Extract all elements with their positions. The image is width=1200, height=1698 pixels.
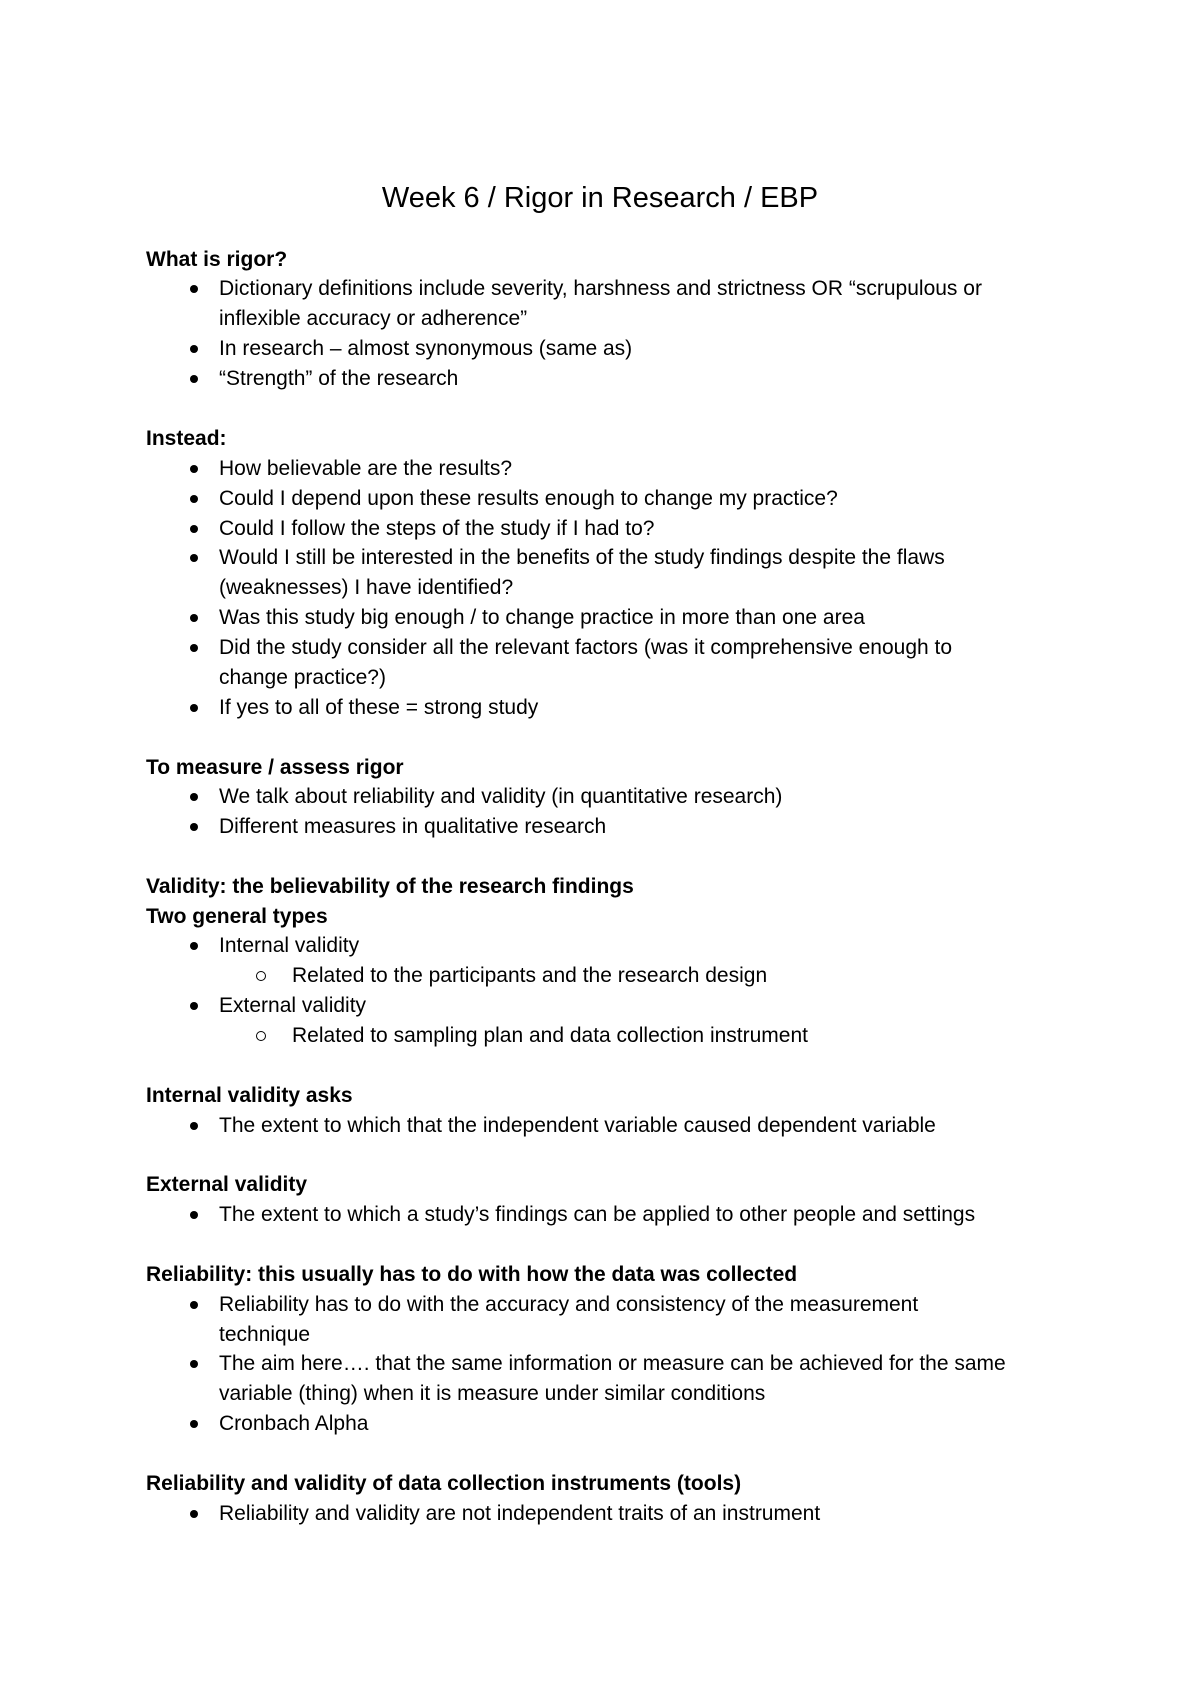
bullet-icon (190, 554, 198, 562)
bullet-icon (190, 465, 198, 473)
bullet-icon (190, 1211, 198, 1219)
bullet-icon (190, 1420, 198, 1428)
section-heading-internal-validity: Internal validity asks (146, 1084, 353, 1107)
section-heading-measure-rigor: To measure / assess rigor (146, 756, 404, 779)
page-title: Week 6 / Rigor in Research / EBP (381, 182, 819, 214)
section-heading-what-is-rigor: What is rigor? (146, 248, 288, 271)
bullet-icon (190, 1301, 198, 1309)
section-heading-instruments: Reliability and validity of data collection instruments (tools) (146, 1472, 742, 1495)
bullet-icon (190, 285, 198, 293)
circle-bullet-icon (256, 1031, 266, 1041)
list-item-continuation: inflexible accuracy or adherence” (219, 307, 528, 330)
circle-bullet-icon (256, 971, 266, 981)
bullet-icon (190, 614, 198, 622)
section-heading-validity: Validity: the believability of the research findings (146, 875, 634, 898)
bullet-icon (190, 495, 198, 503)
list-item-continuation: (weaknesses) I have identified? (219, 576, 514, 599)
bullet-icon (190, 704, 198, 712)
list-item-continuation: change practice?) (219, 666, 386, 689)
list-item-continuation: technique (219, 1323, 311, 1346)
bullet-icon (190, 823, 198, 831)
bullet-icon (190, 525, 198, 533)
section-heading-external-validity: External validity (146, 1173, 308, 1196)
section-heading-instead: Instead: (146, 427, 227, 450)
bullet-icon (190, 1510, 198, 1518)
section-subheading-two-types: Two general types (146, 905, 328, 928)
bullet-icon (190, 644, 198, 652)
bullet-icon (190, 942, 198, 950)
bullet-icon (190, 793, 198, 801)
bullet-icon (190, 1002, 198, 1010)
bullet-icon (190, 1122, 198, 1130)
bullet-icon (190, 1360, 198, 1368)
list-item-continuation: variable (thing) when it is measure under similar conditions (219, 1382, 766, 1405)
section-heading-reliability: Reliability: this usually has to do with how the data was collected (146, 1263, 798, 1286)
bullet-icon (190, 345, 198, 353)
bullet-icon (190, 375, 198, 383)
document-page: Week 6 / Rigor in Research / EBP What is rigor? Dictionary definitions include severity, harshness and strictness OR “scrupulous or inflexible accuracy or adherence” In research – almost synonymous (same as) “Strength” of the research Instead: How believable are the results? Could I depend upon these results enough to change my practice? Could I follow the steps of the study if I had to? Would I still be interested in the benefits of the study findings despite the flaws (weaknesses) I have identified? Was this study big enough / to change practice in more than one area Did the study consider all the relevant factors (was it comprehensive enough to change practice?) If yes to all of these = strong study To measure / assess rigor We talk about reliability and validity (in quantitative research) Different measures in qualitative research Validity: the believability of the research findings Two general types Internal validity Related to the participants and the research design External validity Related to sampling plan and data collection instrument Internal validity asks The extent to which that the independent variable caused dependent variable External validity The extent to which a study’s findings can be applied to other people and settings Reliability: this usually has to do with how the data was collected Reliability has to do with the accuracy and consistency of the measurement technique The aim here…. that the same information or measure can be achieved for the same variable (thing) when it is measure under similar conditions Cronbach Alpha Reliability and validity of data collection instruments (tools) Reliability and validity are not independent traits of an instrument (0, 0, 1200, 1698)
